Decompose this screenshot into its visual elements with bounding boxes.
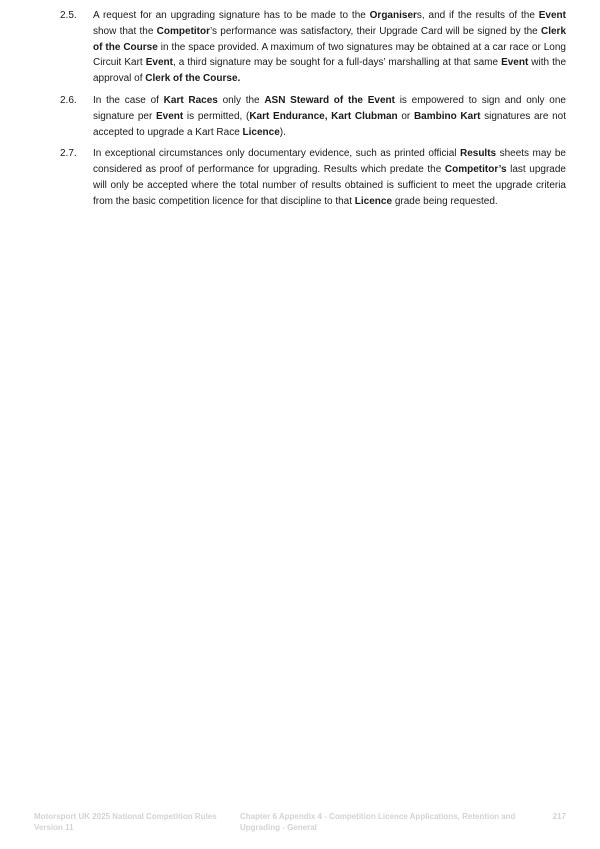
defined-term: Licence [354, 195, 393, 207]
text-segment: or [397, 110, 414, 122]
text-segment: last upgrade will only be accepted where the total number of results obtained is sufficient to meet the upgrade criteria from the basic competition licence for that discipline to that [93, 164, 566, 207]
defined-term: ASN Steward of the Event [264, 94, 395, 106]
text-segment: sheets may be considered as proof of performance for upgrading. Results which predate the [93, 148, 566, 176]
text-segment: In the case of [93, 94, 164, 106]
clause-number: 2.6. [60, 94, 77, 106]
text-segment: in the space provided. A maximum of two signatures may be obtained at a car race or Long Circuit Kart [93, 41, 566, 69]
page-number: 217 [552, 812, 566, 821]
defined-term: Clerk of the Course. [145, 73, 241, 85]
defined-term: Organiser [369, 10, 417, 21]
clause-2-5 [60, 8, 566, 87]
footer-chapter-line1: Chapter 6 Appendix 4 - Competition Licence Applications, Retention and [240, 812, 516, 821]
defined-term: Kart Races [163, 94, 218, 106]
text-segment: with the approval of [93, 57, 567, 85]
defined-term: Competitor’s [444, 164, 507, 176]
text-segment: ’s performance was satisfactory, their Upgrade Card will be signed by the [210, 25, 541, 37]
footer-chapter-line2: Upgrading - General [240, 822, 317, 832]
defined-term: Licence [242, 126, 280, 138]
text-segment: s, and if the results of the [416, 10, 539, 21]
text-segment: only the [217, 94, 265, 106]
text-segment: A request for an upgrading signature has to be made to the [93, 10, 370, 21]
text-segment: is empowered to sign and only one signature per [93, 94, 566, 122]
defined-term: Competitor [156, 25, 211, 37]
defined-term: Event [155, 110, 184, 122]
clause-text [93, 8, 566, 87]
text-segment: ). [279, 126, 286, 138]
defined-term: Event [145, 57, 173, 69]
document-body [60, 8, 566, 216]
text-segment: show that the [93, 25, 157, 37]
clause-2-6 [60, 93, 566, 140]
footer-version: Version 11 [34, 822, 74, 832]
text-segment: , a third signature may be sought for a full-days’ marshalling at that same [172, 57, 502, 69]
defined-term: Event [538, 10, 566, 21]
text-segment: signatures are not accepted to upgrade a Kart Race [93, 110, 566, 138]
text-segment: is permitted, ( [183, 110, 250, 122]
defined-term: Clerk of the Course [93, 25, 566, 53]
clause-number: 2.5. [60, 10, 77, 21]
clause-number: 2.7. [60, 148, 77, 160]
defined-term: Kart Endurance, Kart Clubman [249, 110, 398, 122]
clause-2-7 [60, 146, 566, 209]
footer-publication [34, 812, 234, 833]
defined-term: Event [501, 57, 529, 69]
text-segment: grade being requested. [392, 195, 498, 207]
defined-term: Bambino Kart [413, 110, 481, 122]
footer-rules-title: Motorsport UK 2025 National Competition Rules [34, 812, 217, 821]
text-segment: In exceptional circumstances only documentary evidence, such as printed official [93, 148, 460, 160]
clause-text [93, 146, 566, 209]
clause-text [93, 93, 566, 140]
defined-term: Results [459, 148, 497, 160]
footer-chapter [240, 812, 530, 833]
